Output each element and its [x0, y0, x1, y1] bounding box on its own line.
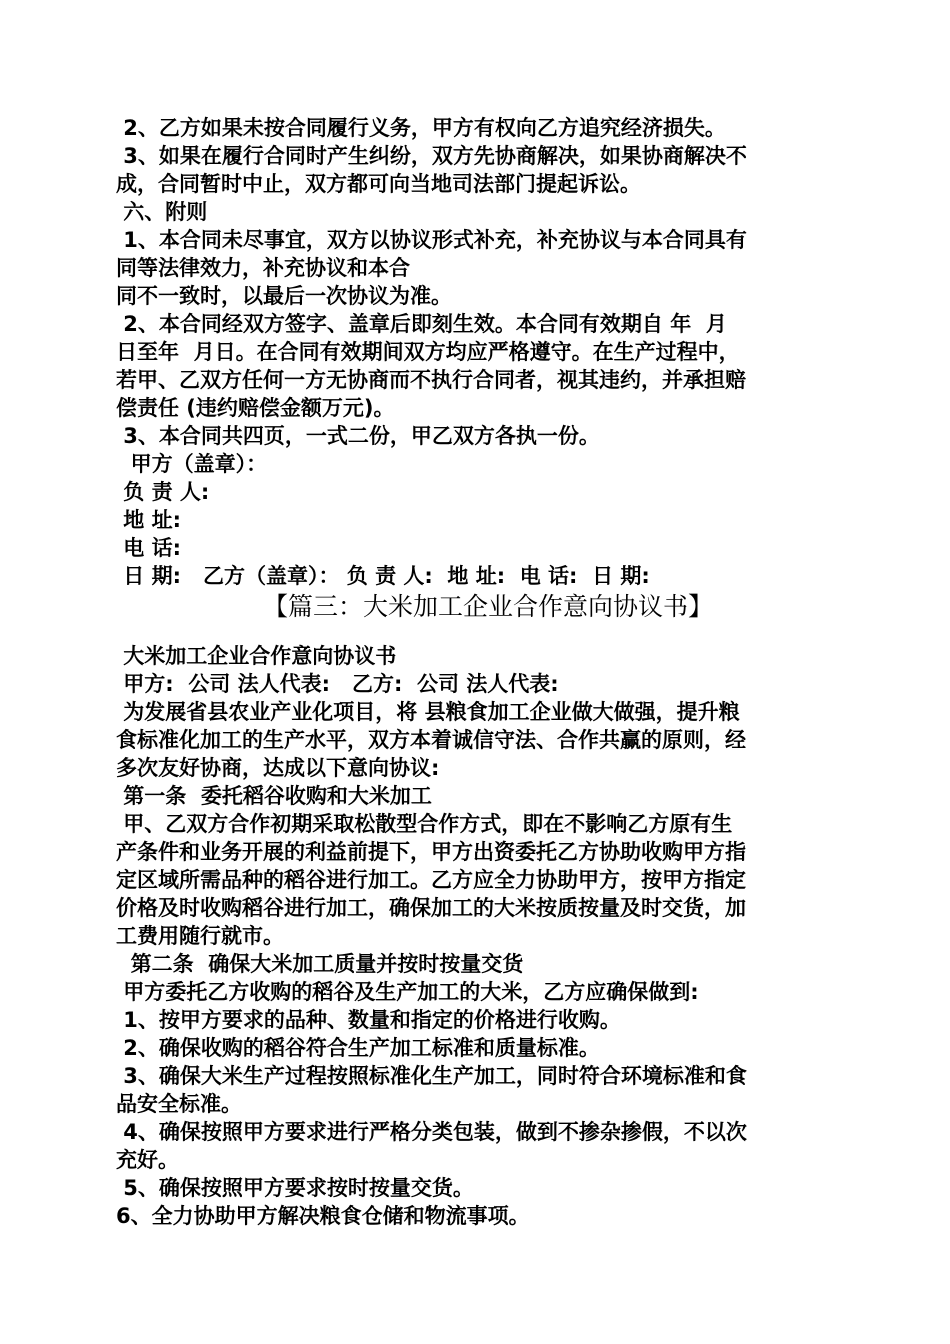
text-line: 3、确保大米生产过程按照标准化生产加工，同时符合环境标准和食	[116, 1064, 747, 1088]
text-line: 日 期: 乙方（盖章）： 负 责 人: 地 址: 电 话: 日 期:	[116, 564, 650, 588]
text-line: 日至年 月日。在合同有效期间双方均应严格遵守。在生产过程中，	[116, 340, 740, 364]
text-line: 工费用随行就市。	[116, 924, 284, 948]
contract-section-end	[116, 114, 836, 590]
text-line: 1、按甲方要求的品种、数量和指定的价格进行收购。	[116, 1008, 621, 1032]
text-line: 5、确保按照甲方要求按时按量交货。	[116, 1176, 474, 1200]
document-page	[116, 114, 836, 1230]
text-line: 2、乙方如果未按合同履行义务，甲方有权向乙方追究经济损失。	[116, 116, 726, 140]
text-line: 定区域所需品种的稻谷进行加工。乙方应全力协助甲方，按甲方指定	[116, 868, 746, 892]
text-line: 2、本合同经双方签字、盖章后即刻生效。本合同有效期自 年 月	[116, 312, 727, 336]
text-line: 负 责 人:	[116, 480, 210, 504]
text-line: 产条件和业务开展的利益前提下，甲方出资委托乙方协助收购甲方指	[116, 840, 746, 864]
text-line: 第一条 委托稻谷收购和大米加工	[116, 784, 432, 808]
text-line: 3、本合同共四页，一式二份，甲乙双方各执一份。	[116, 424, 600, 448]
text-line: 同等法律效力，补充协议和本合	[116, 256, 410, 280]
text-line: 成，合同暂时中止，双方都可向当地司法部门提起诉讼。	[116, 172, 641, 196]
text-line: 大米加工企业合作意向协议书	[116, 644, 397, 668]
text-line: 甲、乙双方合作初期采取松散型合作方式，即在不影响乙方原有生	[116, 812, 733, 836]
section-heading: 【篇三：大米加工企业合作意向协议书】	[262, 592, 713, 621]
text-line: 1、本合同未尽事宜，双方以协议形式补充，补充协议与本合同具有	[116, 228, 747, 252]
text-line: 偿责任 (违约赔偿金额万元)。	[116, 396, 395, 420]
text-line: 同不一致时，以最后一次协议为准。	[116, 284, 452, 308]
text-line: 甲方: 公司 法人代表: 乙方: 公司 法人代表:	[116, 672, 559, 696]
text-line: 4、确保按照甲方要求进行严格分类包装，做到不掺杂掺假，不以次	[116, 1120, 747, 1144]
text-line: 甲方（盖章）：	[116, 452, 268, 476]
text-line: 充好。	[116, 1148, 179, 1172]
text-line: 第二条 确保大米加工质量并按时按量交货	[116, 952, 524, 976]
text-line: 品安全标准。	[116, 1092, 242, 1116]
text-line: 2、确保收购的稻谷符合生产加工标准和质量标准。	[116, 1036, 600, 1060]
text-line: 3、如果在履行合同时产生纠纷，双方先协商解决，如果协商解决不	[116, 144, 747, 168]
text-line: 价格及时收购稻谷进行加工，确保加工的大米按质按量及时交货，加	[116, 896, 746, 920]
text-line: 甲方委托乙方收购的稻谷及生产加工的大米，乙方应确保做到:	[116, 980, 699, 1004]
text-line: 多次友好协商，达成以下意向协议:	[116, 756, 440, 780]
text-line: 六、附则	[116, 200, 208, 224]
text-line: 地 址:	[116, 508, 182, 532]
section-gap	[116, 626, 836, 642]
text-line: 食标准化加工的生产水平，双方本着诚信守法、合作共赢的原则，经	[116, 728, 746, 752]
text-line: 为发展省县农业产业化项目，将 县粮食加工企业做大做强，提升粮	[116, 700, 740, 724]
text-line: 若甲、乙双方任何一方无协商而不执行合同者，视其违约，并承担赔	[116, 368, 746, 392]
text-line: 电 话:	[116, 536, 182, 560]
cooperation-agreement-section	[116, 642, 836, 1230]
text-line: 6、全力协助甲方解决粮食仓储和物流事项。	[116, 1204, 530, 1228]
